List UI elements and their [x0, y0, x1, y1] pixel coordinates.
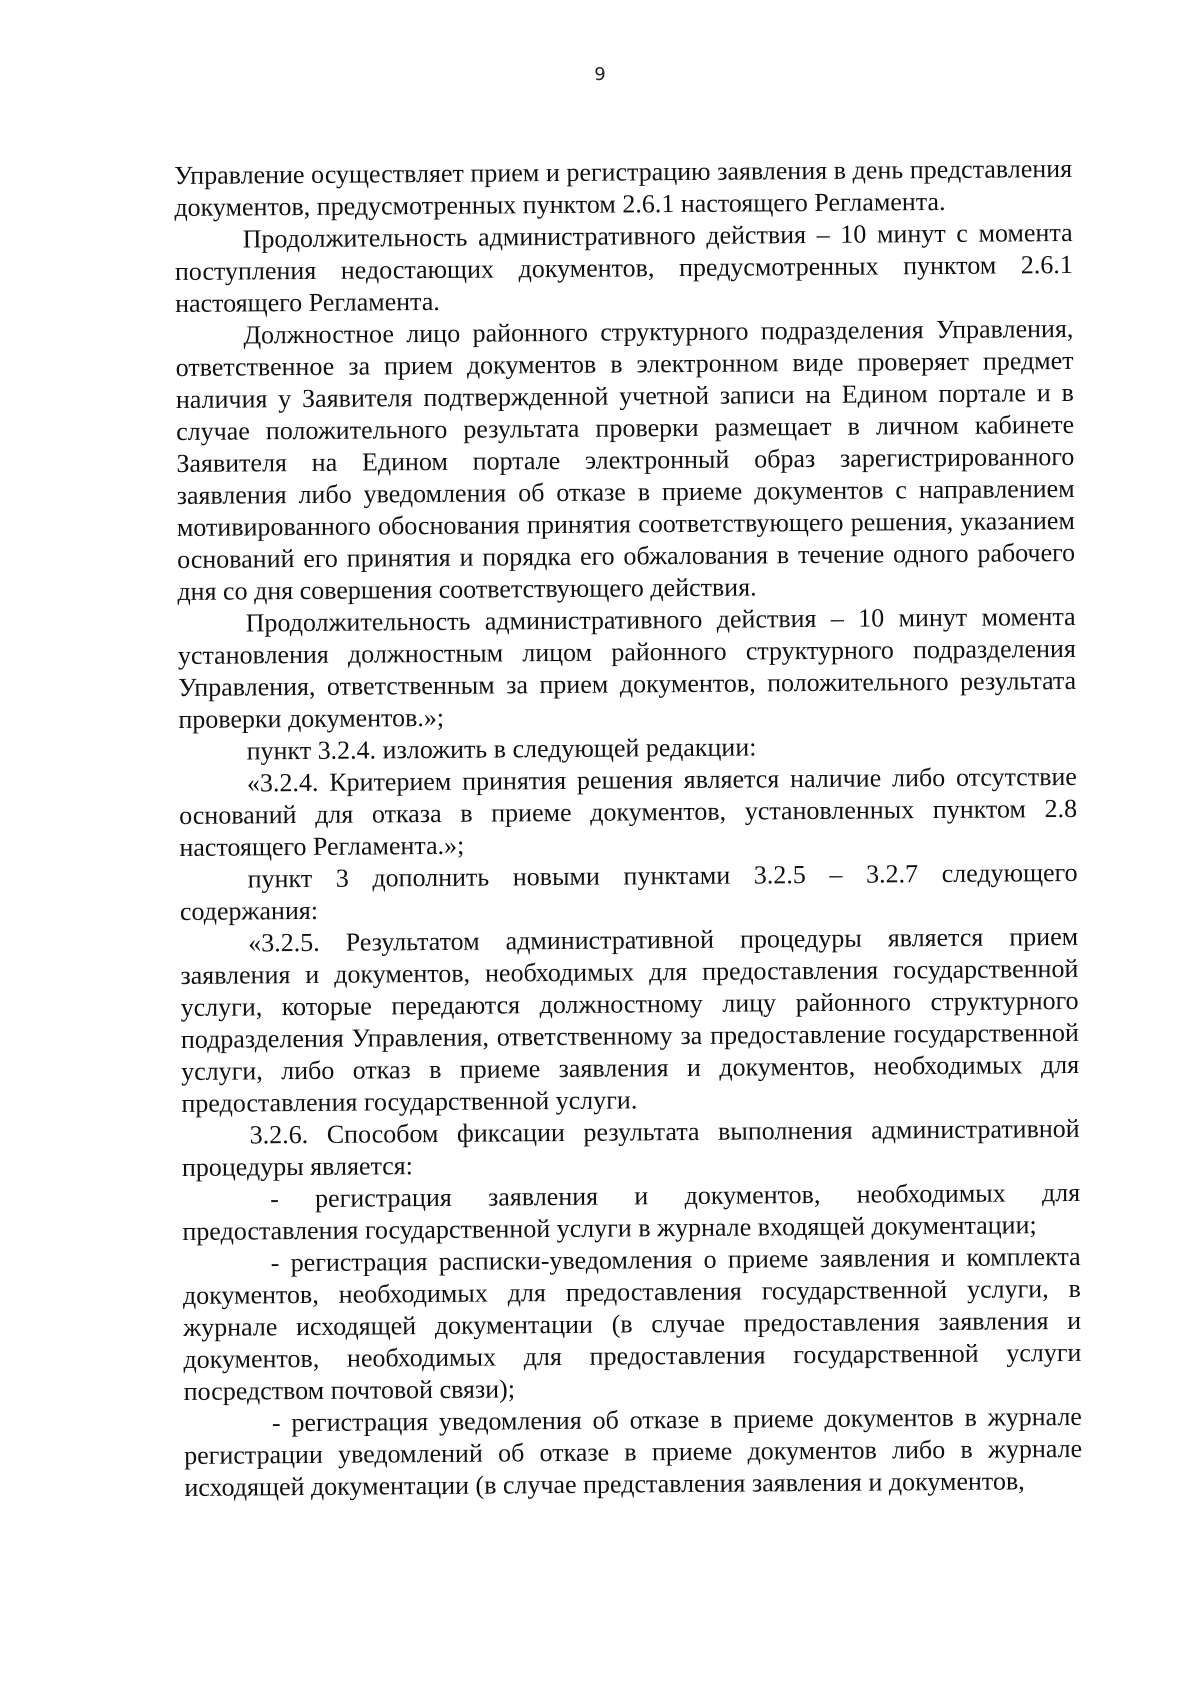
page-number: 9 [594, 64, 606, 85]
paragraph-list-item-1: - регистрация заявления и документов, необходимых для предоставления государственной услуги в журнале входящей документации; [182, 1177, 1081, 1246]
document-body [174, 153, 1083, 1504]
paragraph-item-325: «3.2.5. Результатом административной процедуры является прием заявления и документов, необходимых для предоставления государственной услуги, которые передаются должностному лицу районного структурного подразделения Управления, ответственному за предоставление государственной услуги, либо отказ в приеме заявления и документов, необходимых для предоставления государственной услуги. [180, 921, 1080, 1118]
paragraph-list-item-3: - регистрация уведомления об отказе в приеме документов в журнале регистрации уведомлений об отказе в приеме документов либо в журнале исходящей документации (в случае представления заявления и документов, [184, 1401, 1083, 1502]
paragraph-item-326: 3.2.6. Способом фиксации результата выполнения административной процедуры является: [181, 1113, 1080, 1182]
paragraph-official-electronic: Должностное лицо районного структурного подразделения Управления, ответственное за прием документов в электронном виде проверяет предмет наличия у Заявителя подтвержденной учетной записи на Едином портале и в случае положительного результата проверки размещает в личном кабинете Заявителя на Едином портале электронный образ зарегистрированного заявления либо уведомления об отказе в приеме документов с направлением мотивированного обоснования принятия соответствующего решения, указанием оснований его принятия и порядка его обжалования в течение одного рабочего дня со дня совершения соответствующего действия. [175, 313, 1076, 606]
paragraph-item-324-intro: пункт 3.2.4. изложить в следующей редакции: [246, 732, 757, 766]
paragraph-reception: Управление осуществляет прием и регистрацию заявления в день представления документов, предусмотренных пунктом 2.6.1 настоящего Регламента. [174, 153, 1073, 222]
paragraph-list-item-2: - регистрация расписки-уведомления о приеме заявления и комплекта документов, необходимых для предоставления государственной услуги, в журнале исходящей документации (в случае предоставления заявления и документов, необходимых для предоставления государственной услуги посредством почтовой связи); [182, 1241, 1082, 1406]
paragraph-duration-missing-docs: Продолжительность административного действия – 10 минут с момента поступления недостающих документов, предусмотренных пунктом 2.6.1 настоящего Регламента. [174, 217, 1073, 318]
paragraph-duration-check: Продолжительность административного действия – 10 минут момента установления должностным лицом районного структурного подразделения Управления, ответственным за прием документов, положительного результата проверки документов.»; [177, 601, 1077, 734]
paragraph-item-324: «3.2.4. Критерием принятия решения является наличие либо отсутствие оснований для отказа в приеме документов, установленных пунктом 2.8 настоящего Регламента.»; [179, 761, 1078, 862]
paragraph-item-3-supplement: пункт 3 дополнить новыми пунктами 3.2.5 – 3.2.7 следующего содержания: [179, 857, 1078, 926]
